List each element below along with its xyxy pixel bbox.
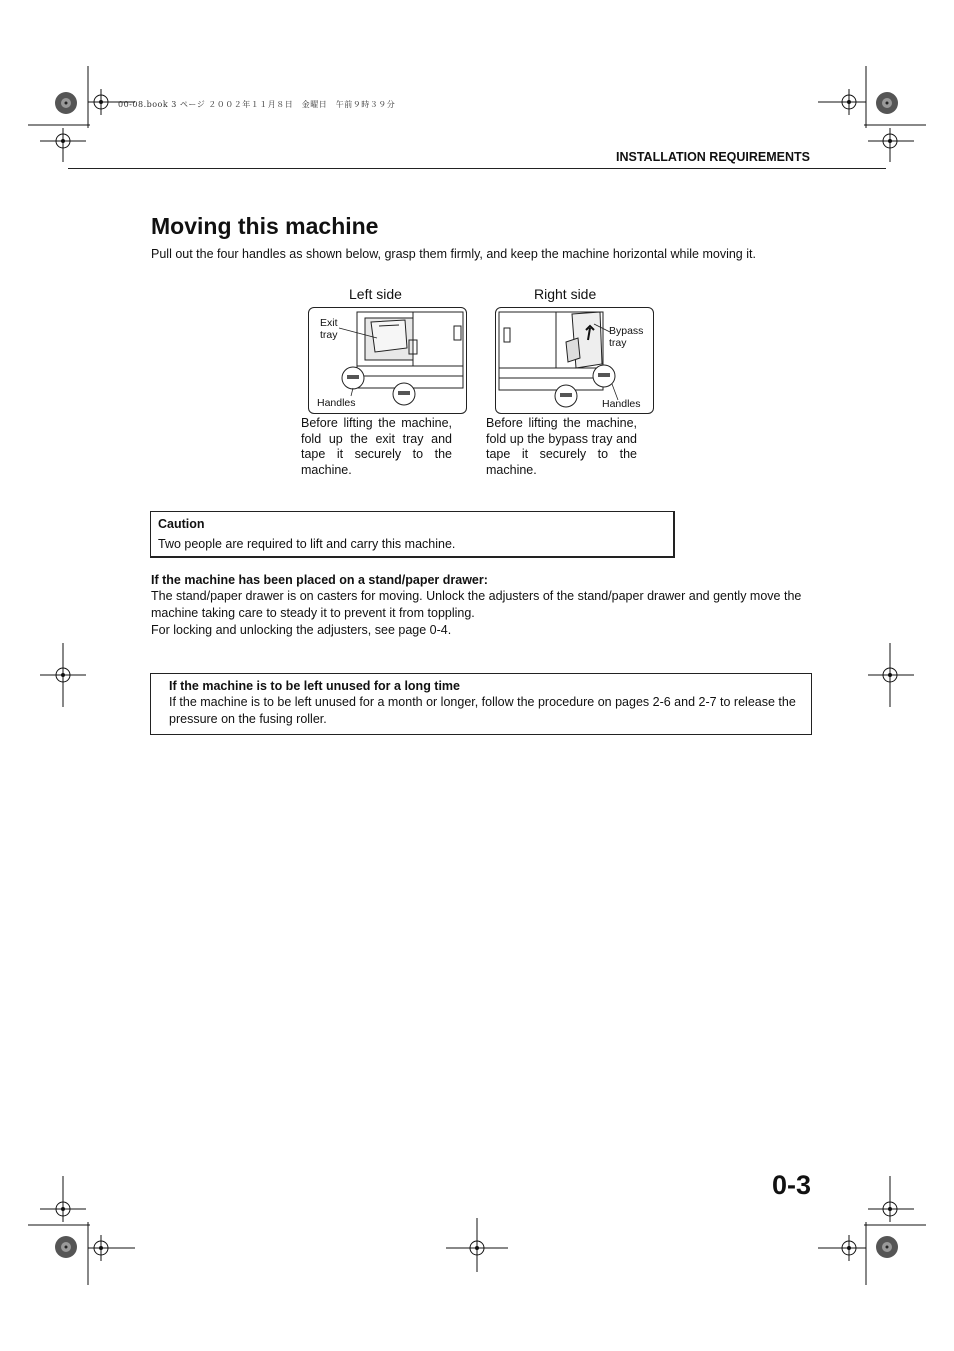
left-handles-label: Handles — [317, 397, 356, 409]
left-caption: Before lifting the machine, fold up the exit tray and tape it securely to the machine. — [301, 416, 452, 477]
right-caption: Before lifting the machine, fold up the bypass tray and tape it securely to the machine. — [486, 416, 637, 477]
caution-title: Caution — [158, 517, 205, 531]
unused-notice-text: If the machine is to be left unused for a month or longer, follow the procedure on pages 2-6 and 2-7 to release the pressure on the fusing roller. — [169, 695, 796, 726]
right-handles-label: Handles — [602, 398, 641, 410]
header-rule — [68, 168, 886, 169]
exit-tray-label: Exit tray — [320, 317, 338, 341]
unused-notice-title: If the machine is to be left unused for a long time — [169, 679, 461, 693]
caution-box — [150, 511, 675, 558]
stand-section-text: The stand/paper drawer is on casters for moving. Unlock the adjusters of the stand/paper drawer and gently move the machine taking care to steady it to prevent it from toppling. — [151, 589, 802, 620]
bypass-tray-label: Bypass tray — [609, 325, 644, 349]
right-side-label: Right side — [534, 286, 597, 302]
stand-section-note: For locking and unlocking the adjusters, see page 0-4. — [151, 623, 452, 637]
page-title: Moving this machine — [151, 213, 379, 239]
left-side-label: Left side — [349, 286, 402, 302]
intro-paragraph: Pull out the four handles as shown below, grasp them firmly, and keep the machine horizontal while moving it. — [151, 247, 756, 261]
unused-notice-box — [150, 673, 812, 735]
printer-info-line: 00-08.book 3 ページ ２００２年１１月８日 金曜日 午前９時３９分 — [118, 100, 396, 109]
page-number: 0-3 — [771, 1170, 811, 1200]
stand-section-heading: If the machine has been placed on a stand/paper drawer: — [151, 573, 488, 587]
section-header: INSTALLATION REQUIREMENTS — [616, 150, 810, 164]
caution-text: Two people are required to lift and carry this machine. — [158, 537, 456, 551]
